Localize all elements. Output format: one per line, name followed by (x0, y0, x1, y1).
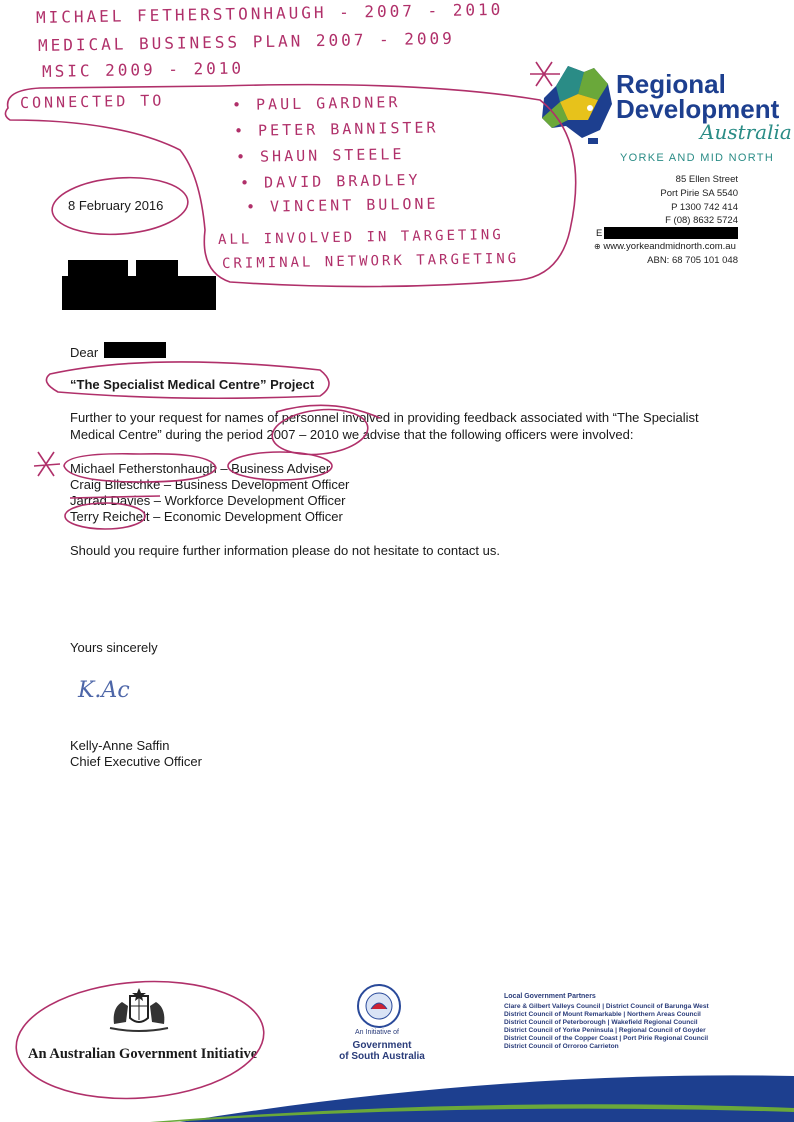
handwritten-name-3: • SHAUN STEELE (235, 145, 405, 166)
handwritten-name-2: • PETER BANNISTER (233, 118, 439, 140)
redacted-salutation-name (104, 342, 166, 358)
handwritten-line-3: MSIC 2009 - 2010 (41, 58, 245, 81)
handwritten-name-5: • VINCENT BULONE (245, 194, 439, 216)
logo-text-australia: Australia (700, 120, 792, 144)
signer-name: Kelly-Anne Saffin (70, 738, 170, 753)
address-city: Port Pirie SA 5540 (660, 188, 738, 199)
partners-line-2: District Council of Mount Remarkable | Northern Areas Council (504, 1011, 701, 1018)
sa-initiative-label: An Initiative of (355, 1029, 399, 1036)
handwritten-footnote-1: ALL INVOLVED IN TARGETING (217, 227, 504, 248)
handwritten-name-1: • PAUL GARDNER (231, 93, 401, 114)
redacted-recipient-2 (136, 260, 178, 276)
logo-text-development: Development (616, 94, 780, 124)
redacted-recipient-1 (68, 260, 128, 276)
letter-date: 8 February 2016 (68, 198, 164, 213)
address-email-label: E (596, 228, 603, 239)
handwritten-line-2: MEDICAL BUSINESS PLAN 2007 - 2009 (37, 28, 455, 55)
signature: K.Ac (78, 678, 130, 703)
handwritten-name-4: • DAVID BRADLEY (239, 170, 421, 192)
redacted-recipient-3 (62, 276, 216, 310)
australian-coat-of-arms-icon (104, 988, 174, 1034)
handwritten-line-1: MICHAEL FETHERSTONHAUGH - 2007 - 2010 (35, 0, 504, 27)
signer-title: Chief Executive Officer (70, 754, 202, 769)
australian-government-initiative: An Australian Government Initiative (28, 1046, 258, 1062)
handwritten-footnote-2: CRIMINAL NETWORK TARGETING (221, 250, 520, 272)
salutation: Dear (70, 345, 99, 360)
officer-4: Terry Reichelt – Economic Development Officer (70, 509, 343, 524)
globe-icon: ⊕ (594, 242, 601, 251)
handwritten-connected-label: CONNECTED TO (19, 91, 165, 112)
sa-gov-line-1: Government (352, 1040, 412, 1051)
officer-2: Craig Bileschke – Business Development Officer (70, 477, 350, 492)
partners-line-1: Clare & Gilbert Valleys Council | District Council of Barunga West (504, 1003, 709, 1010)
redacted-email (604, 227, 738, 239)
partners-line-6: District Council of Orroroo Carrieton (504, 1043, 619, 1050)
subject-line: “The Specialist Medical Centre” Project (70, 377, 315, 392)
address-abn: ABN: 68 705 101 048 (647, 255, 738, 266)
address-street: 85 Ellen Street (675, 174, 738, 185)
australia-map-icon (538, 64, 614, 146)
partners-line-4: District Council of Yorke Peninsula | Regional Council of Goyder (504, 1027, 706, 1034)
officer-3: Jarrad Davies – Workforce Development Officer (70, 493, 346, 508)
paragraph-1-line-2: Medical Centre” during the period 2007 – 2010 we advise that the following officers were involved: (70, 427, 634, 442)
logo-text-regional: Regional (616, 69, 726, 99)
logo-region-label: YORKE AND MID NORTH (620, 152, 775, 164)
paragraph-1-line-1: Further to your request for names of personnel involved in providing feedback associated with “The Specialist (70, 410, 699, 425)
address-fax: F (08) 8632 5724 (665, 215, 738, 226)
partners-title: Local Government Partners (504, 993, 596, 1000)
closing: Yours sincerely (70, 640, 158, 655)
partners-line-5: District Council of the Copper Coast | Port Pirie Regional Council (504, 1035, 709, 1042)
address-website-row (594, 241, 736, 252)
address-website[interactable]: www.yorkeandmidnorth.com.au (603, 241, 736, 252)
paragraph-2: Should you require further information please do not hesitate to contact us. (70, 543, 500, 558)
partners-line-3: District Council of Peterborough | Wakefield Regional Council (504, 1019, 698, 1026)
south-australia-seal-icon (356, 983, 402, 1029)
rda-logo-mark (538, 64, 614, 146)
address-phone: P 1300 742 414 (671, 202, 738, 213)
officer-1: Michael Fetherstonhaugh – Business Adviser (70, 461, 331, 476)
sa-gov-line-2: of South Australia (339, 1051, 425, 1062)
